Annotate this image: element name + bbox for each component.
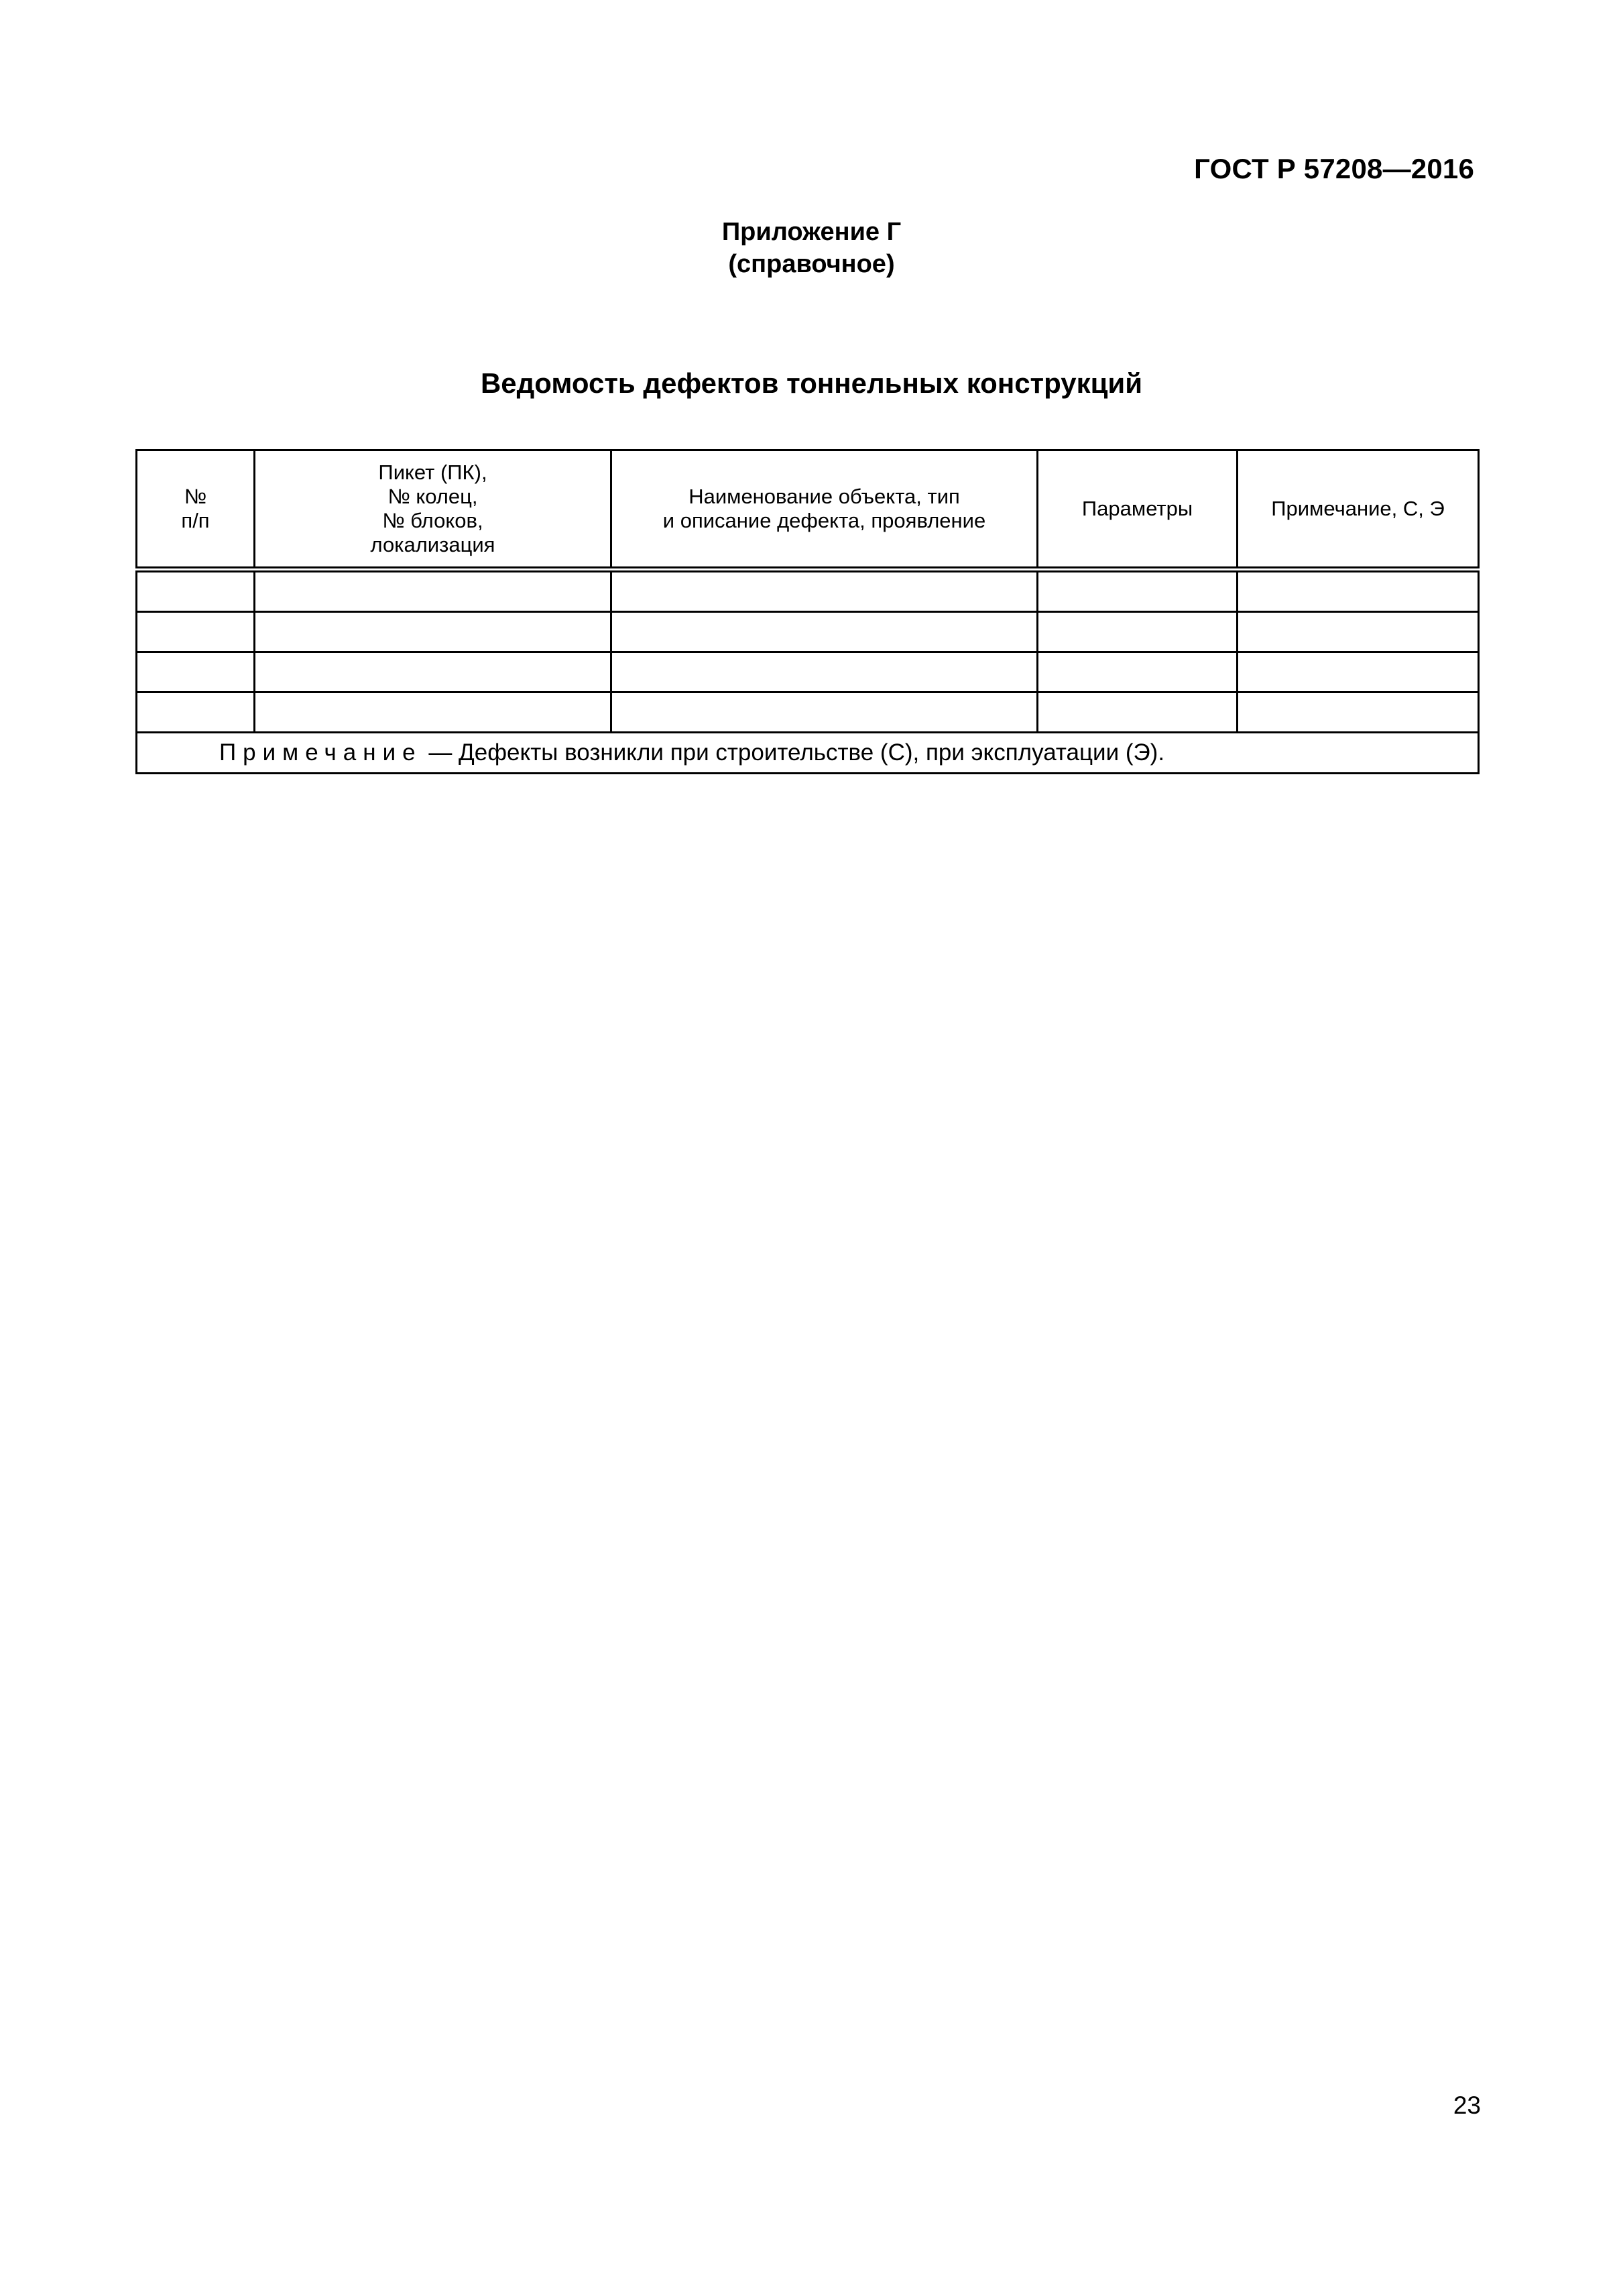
table-cell [255,692,611,733]
table-cell [611,692,1038,733]
table-cell [611,612,1038,652]
table-cell [137,692,255,733]
document-title: Ведомость дефектов тоннельных конструкций [480,367,1143,399]
table-cell [1238,612,1479,652]
appendix-subtitle: (справочное) [728,250,895,278]
table-cell [1038,612,1238,652]
table-note-row [137,733,1479,774]
table-cell [255,570,611,612]
table-row [137,612,1479,652]
table-cell [1238,692,1479,733]
table-cell [255,612,611,652]
table-note [137,733,1479,774]
table-cell [1038,570,1238,612]
table-cell [255,652,611,692]
appendix-heading [0,216,1623,280]
table-cell [611,652,1038,692]
defects-table [135,449,1480,774]
table-row [137,692,1479,733]
table-cell [137,570,255,612]
table-cell [611,570,1038,612]
table-cell [1238,570,1479,612]
table-cell [137,612,255,652]
table-cell [1238,652,1479,692]
table-header-row [137,450,1479,570]
appendix-title: Приложение Г [721,218,902,246]
column-header-location: Пикет (ПК), № колец, № блоков, локализация [255,450,611,570]
note-label: Примечание [219,739,422,766]
table-cell [137,652,255,692]
column-header-parameters: Параметры [1038,450,1238,570]
page-number: 23 [1453,2092,1481,2119]
column-header-number: № п/п [137,450,255,570]
table-cell [1038,652,1238,692]
column-header-description: Наименование объекта, тип и описание дефекта, проявление [611,450,1038,570]
table-row [137,652,1479,692]
table-row [137,570,1479,612]
document-code: ГОСТ Р 57208—2016 [1194,153,1474,184]
note-text: — Дефекты возникли при строительстве (С), при эксплуатации (Э). [428,739,1165,766]
column-header-remarks: Примечание, С, Э [1238,450,1479,570]
table-cell [1038,692,1238,733]
